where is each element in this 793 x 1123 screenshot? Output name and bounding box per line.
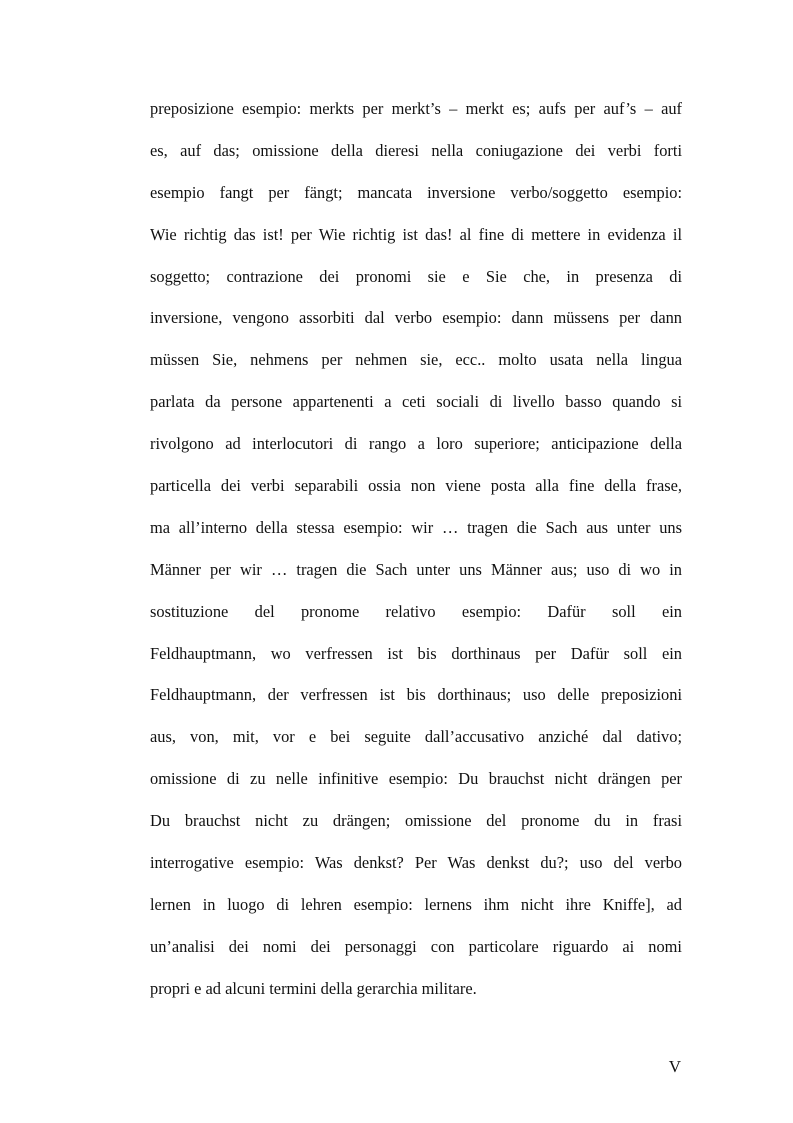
text-line: omissione di zu nelle infinitive esempio: Du brauchst nicht drängen per [150, 769, 682, 789]
text-line: soggetto; contrazione dei pronomi sie e Sie che, in presenza di [150, 266, 682, 286]
text-line: particella dei verbi separabili ossia non viene posta alla fine della frase, [150, 476, 682, 496]
text-line: parlata da persone appartenenti a ceti sociali di livello basso quando si [150, 392, 682, 412]
text-line: lernen in luogo di lehren esempio: lernens ihm nicht ihre Kniffe], ad [150, 894, 682, 914]
text-line: müssen Sie, nehmens per nehmen sie, ecc.. molto usata nella lingua [150, 350, 682, 370]
text-line: Feldhauptmann, der verfressen ist bis dorthinaus; uso delle preposizioni [150, 685, 682, 705]
text-line: es, auf das; omissione della dieresi nella coniugazione dei verbi forti [150, 140, 682, 160]
text-line: interrogative esempio: Was denkst? Per Was denkst du?; uso del verbo [150, 853, 682, 873]
text-line: Du brauchst nicht zu drängen; omissione del pronome du in frasi [150, 811, 682, 831]
text-line: Feldhauptmann, wo verfressen ist bis dorthinaus per Dafür soll ein [150, 643, 682, 663]
text-line: inversione, vengono assorbiti dal verbo esempio: dann müssens per dann [150, 308, 682, 328]
text-line: preposizione esempio: merkts per merkt’s – merkt es; aufs per auf’s – auf [150, 99, 682, 118]
text-line: aus, von, mit, vor e bei seguite dall’accusativo anziché dal dativo; [150, 727, 682, 747]
page-number: V [668, 1057, 681, 1076]
text-line: un’analisi dei nomi dei personaggi con particolare riguardo ai nomi [150, 936, 682, 956]
text-line: rivolgono ad interlocutori di rango a loro superiore; anticipazione della [150, 434, 682, 454]
text-line: Männer per wir … tragen die Sach unter uns Männer aus; uso di wo in [150, 559, 682, 579]
text-line: Wie richtig das ist! per Wie richtig ist das! al fine di mettere in evidenza il [150, 224, 682, 244]
body-paragraph [150, 88, 682, 1010]
text-line-last: propri e ad alcuni termini della gerarchia militare. [150, 978, 477, 998]
text-line: esempio fangt per fängt; mancata inversione verbo/soggetto esempio: [150, 182, 682, 202]
text-line: ma all’interno della stessa esempio: wir … tragen die Sach aus unter uns [150, 517, 682, 537]
text-line: sostituzione del pronome relativo esempio: Dafür soll ein [150, 601, 682, 621]
